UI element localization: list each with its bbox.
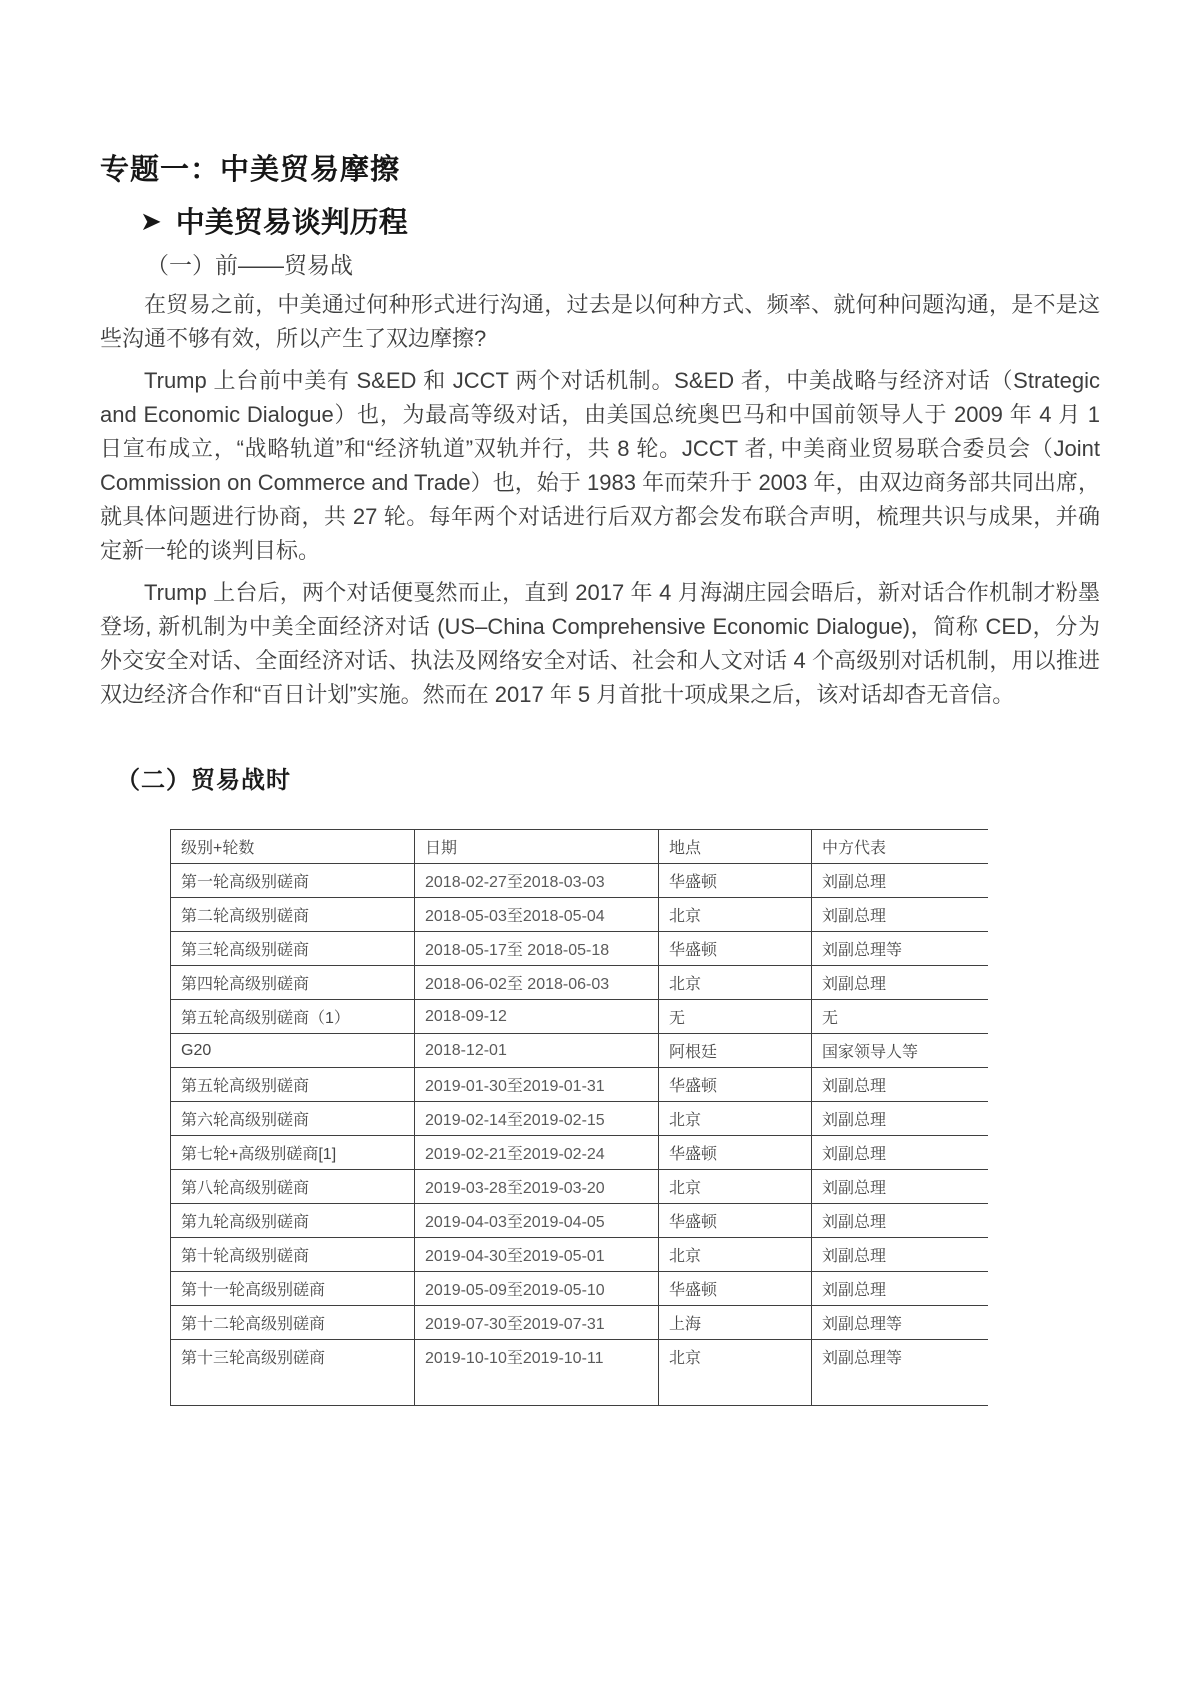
table-cell: 北京: [659, 898, 812, 932]
table-cell: 2018-05-17至 2018-05-18: [415, 932, 659, 966]
table-cell: G20: [171, 1034, 415, 1068]
table-row: [171, 1272, 988, 1306]
section2-heading: （二）贸易战时: [116, 767, 291, 794]
table-cell: 2018-12-01: [415, 1034, 659, 1068]
table-cell: 2018-09-12: [415, 1000, 659, 1034]
table-cell: 第八轮高级别磋商: [171, 1170, 415, 1204]
table-cell: 北京: [659, 1170, 812, 1204]
paragraph-ced: Trump 上台后，两个对话便戛然而止，直到 2017 年 4 月海湖庄园会晤后，新对话合作机制才粉墨登场, 新机制为中美全面经济对话 (US–China Comprehensive Economic Dialogue)，简称 CED，分为外交安全对话、全面经济对话、执法及网络安全对话、社会和人文对话 4 个高级别对话机制，用以推进双边经济合作和“百日计划”实施。然而在 2017 年 5 月首批十项成果之后，该对话却杳无音信。: [100, 580, 1100, 707]
table-row: [171, 1136, 988, 1170]
table-cell: 第二轮高级别磋商: [171, 898, 415, 932]
table-cell: 华盛顿: [659, 1068, 812, 1102]
table-cell: 2019-02-21至2019-02-24: [415, 1136, 659, 1170]
table-cell: 无: [812, 1000, 988, 1034]
table-cell: 刘副总理: [812, 966, 988, 1000]
table-row: [171, 1238, 988, 1272]
table-cell: 第三轮高级别磋商: [171, 932, 415, 966]
table-cell: 北京: [659, 1102, 812, 1136]
doc-subtitle: [100, 200, 1100, 241]
table-cell: 北京: [659, 1238, 812, 1272]
table-cell: 无: [659, 1000, 812, 1034]
arrow-bullet-icon: ➤: [140, 206, 162, 236]
doc-title: 专题一：中美贸易摩擦: [100, 154, 401, 186]
column-header: 地点: [659, 830, 812, 864]
table-cell: 华盛顿: [659, 1204, 812, 1238]
table-cell: 第九轮高级别磋商: [171, 1204, 415, 1238]
section1-heading: （一）前——贸易战: [146, 252, 353, 278]
table-cell: 第六轮高级别磋商: [171, 1102, 415, 1136]
table-cell: 刘副总理: [812, 1102, 988, 1136]
table-row: [171, 1000, 988, 1034]
table-cell: 刘副总理: [812, 898, 988, 932]
table-cell: 刘副总理等: [812, 1306, 988, 1340]
table-cell: 2019-07-30至2019-07-31: [415, 1306, 659, 1340]
table-cell: 刘副总理: [812, 1136, 988, 1170]
table-header-row: [171, 830, 988, 864]
table-row: [171, 932, 988, 966]
paragraph-communication: 在贸易之前，中美通过何种形式进行沟通，过去是以何种方式、频率、就何种问题沟通，是不是这些沟通不够有效，所以产生了双边摩擦?: [100, 292, 1100, 351]
table-cell: 刘副总理: [812, 1272, 988, 1306]
table-cell: 上海: [659, 1306, 812, 1340]
table-cell: 刘副总理: [812, 864, 988, 898]
table-cell: 第十三轮高级别磋商: [171, 1340, 415, 1406]
table-row: [171, 1102, 988, 1136]
table-row: [171, 966, 988, 1000]
column-header: 中方代表: [812, 830, 988, 864]
paragraph-sed-jcct: Trump 上台前中美有 S&ED 和 JCCT 两个对话机制。S&ED 者，中美战略与经济对话（Strategic and Economic Dialogue）也，为最高等级对话，由美国总统奥巴马和中国前领导人于 2009 年 4 月 1 日宣布成立，“战略轨道”和“经济轨道”双轨并行，共 8 轮。JCCT 者, 中美商业贸易联合委员会（Joint Commission on Commerce and Trade）也，始于 1983 年而荣升于 2003 年，由双边商务部共同出席，就具体问题进行协商，共 27 轮。每年两个对话进行后双方都会发布联合声明，梳理共识与成果，并确定新一轮的谈判目标。: [100, 368, 1100, 563]
table-row: [171, 1034, 988, 1068]
table-cell: 2019-01-30至2019-01-31: [415, 1068, 659, 1102]
table-cell: 2018-02-27至2018-03-03: [415, 864, 659, 898]
table-cell: 第五轮高级别磋商（1）: [171, 1000, 415, 1034]
table-cell: 刘副总理等: [812, 1340, 988, 1406]
table-cell: 2019-04-03至2019-04-05: [415, 1204, 659, 1238]
table-cell: 第五轮高级别磋商: [171, 1068, 415, 1102]
table-cell: 2018-05-03至2018-05-04: [415, 898, 659, 932]
table-row: [171, 864, 988, 898]
negotiation-rounds-table: [170, 829, 988, 1406]
table-cell: 2019-04-30至2019-05-01: [415, 1238, 659, 1272]
table-row: [171, 898, 988, 932]
table-row: [171, 1204, 988, 1238]
table-cell: 第四轮高级别磋商: [171, 966, 415, 1000]
table-cell: 阿根廷: [659, 1034, 812, 1068]
table-cell: 2018-06-02至 2018-06-03: [415, 966, 659, 1000]
table-cell: 第十轮高级别磋商: [171, 1238, 415, 1272]
table-cell: 华盛顿: [659, 1136, 812, 1170]
column-header: 日期: [415, 830, 659, 864]
table-cell: 华盛顿: [659, 932, 812, 966]
table-cell: 第七轮+高级别磋商[1]: [171, 1136, 415, 1170]
table-cell: 2019-10-10至2019-10-11: [415, 1340, 659, 1406]
table-cell: 国家领导人等: [812, 1034, 988, 1068]
table-cell: 2019-05-09至2019-05-10: [415, 1272, 659, 1306]
table-row: [171, 1170, 988, 1204]
table-row: [171, 1340, 988, 1406]
table-cell: 华盛顿: [659, 864, 812, 898]
table-cell: 第十二轮高级别磋商: [171, 1306, 415, 1340]
table-cell: 2019-02-14至2019-02-15: [415, 1102, 659, 1136]
column-header: 级别+轮数: [171, 830, 415, 864]
table-cell: 第十一轮高级别磋商: [171, 1272, 415, 1306]
table-cell: 刘副总理: [812, 1170, 988, 1204]
table-cell: 刘副总理: [812, 1204, 988, 1238]
table-cell: 刘副总理等: [812, 932, 988, 966]
table-row: [171, 1306, 988, 1340]
table-cell: 第一轮高级别磋商: [171, 864, 415, 898]
table-cell: 北京: [659, 966, 812, 1000]
table-cell: 刘副总理: [812, 1068, 988, 1102]
doc-subtitle-label: 中美贸易谈判历程: [175, 207, 408, 239]
table-cell: 2019-03-28至2019-03-20: [415, 1170, 659, 1204]
table-cell: 北京: [659, 1340, 812, 1406]
table-cell: 刘副总理: [812, 1238, 988, 1272]
table-cell: 华盛顿: [659, 1272, 812, 1306]
table-row: [171, 1068, 988, 1102]
